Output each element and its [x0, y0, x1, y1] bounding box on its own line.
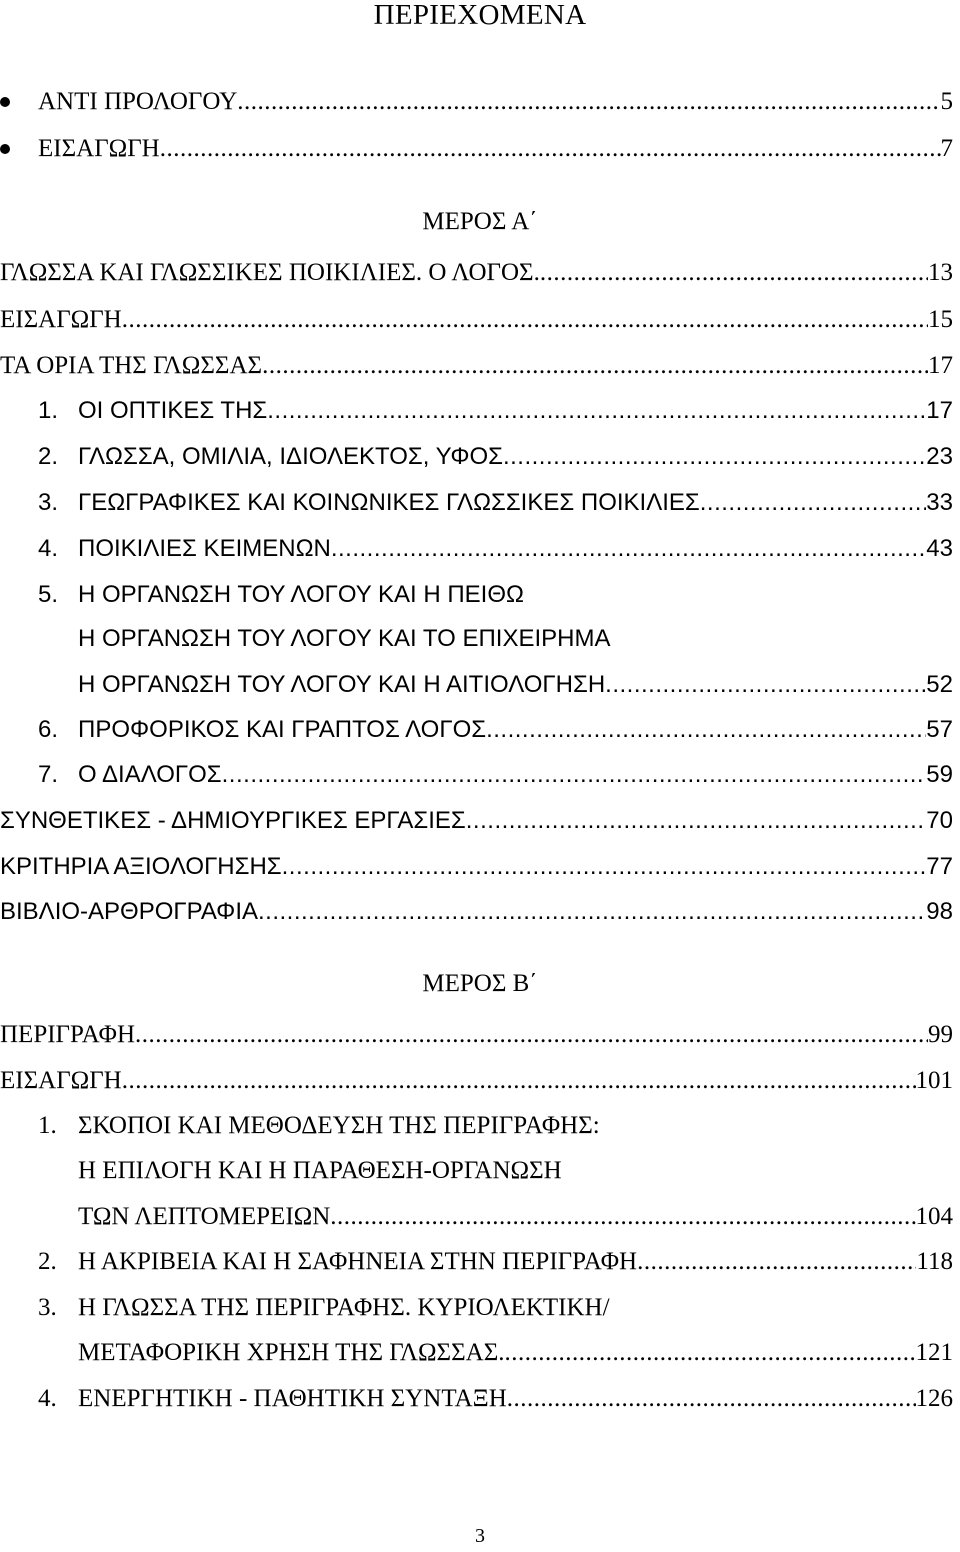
page-number: 3	[475, 1525, 485, 1547]
toc-entry-text: ΓΕΩΓΡΑΦΙΚΕΣ ΚΑΙ ΚΟΙΝΩΝΙΚΕΣ ΓΛΩΣΣΙΚΕΣ ΠΟΙΚΙΛΙΕΣ	[78, 489, 700, 516]
toc-entry-label: ΚΡΙΤΗΡΙΑ ΑΞΙΟΛΟΓΗΣΗΣ	[0, 853, 282, 880]
toc-entry-text: Η ΓΛΩΣΣΑ ΤΗΣ ΠΕΡΙΓΡΑΦΗΣ. ΚΥΡΙΟΛΕΚΤΙΚΗ/	[78, 1294, 610, 1321]
toc-entry-number: 5.	[38, 581, 59, 608]
toc-entry-introduction[interactable]	[0, 134, 953, 164]
toc-entry-label	[38, 396, 267, 426]
dot-leader	[330, 1202, 915, 1232]
toc-entry-number: 4.	[38, 535, 59, 562]
toc-entry-label	[38, 760, 222, 790]
toc-entry-number: 3.	[38, 1294, 57, 1321]
toc-page-number: 59	[926, 761, 953, 788]
dot-leader	[222, 760, 927, 790]
toc-entry-number: 1.	[38, 1112, 57, 1139]
page-title: ΠΕΡΙΕΧΟΜΕΝΑ	[373, 0, 587, 31]
toc-entry-text: ΠΡΟΦΟΡΙΚΟΣ ΚΑΙ ΓΡΑΠΤΟΣ ΛΟΓΟΣ	[78, 716, 487, 743]
toc-entry-text: Η ΟΡΓΑΝΩΣΗ ΤΟΥ ΛΟΓΟΥ ΚΑΙ Η ΑΙΤΙΟΛΟΓΗΣΗ	[78, 671, 606, 698]
toc-entry-label: ΣΥΝΘΕΤΙΚΕΣ - ΔΗΜΙΟΥΡΓΙΚΕΣ ΕΡΓΑΣΙΕΣ	[0, 807, 466, 834]
toc-entry-label	[38, 1247, 637, 1277]
toc-entry-part-a-introduction[interactable]	[0, 305, 953, 335]
toc-entry-oral-written-speech[interactable]	[38, 715, 953, 745]
toc-page-number: 70	[926, 807, 953, 834]
toc-page-number: 23	[926, 443, 953, 470]
bullet-icon	[0, 97, 10, 107]
toc-entry-label	[38, 488, 700, 518]
toc-entry-text: ΣΚΟΠΟΙ ΚΑΙ ΜΕΘΟΔΕΥΣΗ ΤΗΣ ΠΕΡΙΓΡΑΦΗΣ:	[78, 1112, 600, 1139]
toc-entry-text: ΠΟΙΚΙΛΙΕΣ ΚΕΙΜΕΝΩΝ	[78, 535, 331, 562]
toc-entry-creative-exercises[interactable]	[0, 806, 953, 836]
dot-leader	[258, 897, 926, 927]
toc-entry-label	[38, 442, 503, 472]
toc-entry-number: 6.	[38, 716, 59, 743]
toc-page-number: 15	[928, 306, 953, 333]
toc-page-number: 5	[940, 88, 953, 115]
dot-leader	[540, 258, 928, 288]
toc-entry-first-line	[38, 580, 953, 610]
toc-entry-text: ΜΕΤΑΦΟΡΙΚΗ ΧΡΗΣΗ ΤΗΣ ΓΛΩΣΣΑΣ.	[78, 1339, 505, 1366]
toc-page-number: 52	[926, 671, 953, 698]
toc-entry-active-passive[interactable]	[38, 1384, 953, 1414]
dot-leader	[135, 1020, 928, 1050]
dot-leader	[505, 1338, 916, 1368]
dot-leader	[160, 134, 941, 164]
toc-entry-description[interactable]	[0, 1020, 953, 1050]
toc-entry-optics[interactable]	[38, 396, 953, 426]
toc-entry-text: Η ΟΡΓΑΝΩΣΗ ΤΟΥ ΛΟΓΟΥ ΚΑΙ Η ΠΕΙΘΩ	[78, 581, 524, 608]
dot-leader	[262, 351, 928, 381]
dot-leader	[466, 806, 927, 836]
toc-entry-part-b-introduction[interactable]	[0, 1066, 953, 1096]
toc-page-number: 99	[928, 1021, 953, 1048]
dot-leader	[503, 442, 926, 472]
dot-leader	[122, 305, 928, 335]
toc-entry-label: ΒΙΒΛΙΟ-ΑΡΘΡΟΓΡΑΦΙΑ	[0, 898, 258, 925]
toc-entry-first-line	[38, 1293, 953, 1323]
toc-entry-label	[38, 715, 486, 745]
dot-leader	[486, 715, 926, 745]
toc-entry-text: ΓΛΩΣΣΑ, ΟΜΙΛΙΑ, ΙΔΙΟΛΕΚΤΟΣ, ΥΦΟΣ	[78, 443, 503, 470]
toc-page-number: 121	[915, 1339, 953, 1366]
toc-entry-preface[interactable]	[0, 87, 953, 117]
toc-entry-final-line	[78, 1202, 953, 1232]
toc-entry-text: Ο ΔΙΑΛΟΓΟΣ	[78, 761, 222, 788]
dot-leader	[267, 396, 926, 426]
toc-entry-label: ΓΛΩΣΣΑ ΚΑΙ ΓΛΩΣΣΙΚΕΣ ΠΟΙΚΙΛΙΕΣ. Ο ΛΟΓΟΣ.	[0, 259, 540, 286]
dot-leader	[605, 670, 926, 700]
toc-entry-language-limits[interactable]	[0, 351, 953, 381]
toc-page-number: 98	[926, 898, 953, 925]
bullet-icon	[0, 144, 10, 154]
dot-leader	[237, 87, 940, 117]
toc-entry-accuracy-clarity[interactable]	[38, 1247, 953, 1277]
toc-entry-dialogue[interactable]	[38, 760, 953, 790]
toc-page-number: 33	[926, 489, 953, 516]
dot-leader	[282, 852, 927, 882]
toc-entry-text: ΟΙ ΟΠΤΙΚΕΣ ΤΗΣ	[78, 397, 268, 424]
part-b-heading: ΜΕΡΟΣ Β΄	[422, 970, 538, 997]
dot-leader	[331, 534, 926, 564]
toc-entry-label	[38, 1384, 507, 1414]
toc-page-number: 101	[915, 1067, 953, 1094]
toc-entry-first-line	[38, 1111, 953, 1141]
toc-entry-language-varieties[interactable]	[0, 258, 953, 288]
toc-entry-second-line: Η ΕΠΙΛΟΓΗ ΚΑΙ Η ΠΑΡΑΘΕΣΗ-ΟΡΓΑΝΩΣΗ	[78, 1157, 562, 1184]
dot-leader	[700, 488, 927, 518]
toc-entry-number: 3.	[38, 489, 59, 516]
toc-page-number: 13	[928, 259, 953, 286]
toc-entry-text: Η ΑΚΡΙΒΕΙΑ ΚΑΙ Η ΣΑΦΗΝΕΙΑ ΣΤΗΝ ΠΕΡΙΓΡΑΦΗ	[78, 1248, 638, 1275]
toc-page-number: 17	[926, 397, 953, 424]
dot-leader	[507, 1384, 916, 1414]
toc-page-number: 17	[928, 352, 953, 379]
toc-entry-language-style[interactable]	[38, 442, 953, 472]
toc-entry-text: ΕΝΕΡΓΗΤΙΚΗ - ΠΑΘΗΤΙΚΗ ΣΥΝΤΑΞΗ	[78, 1385, 507, 1412]
toc-page-number: 77	[926, 853, 953, 880]
toc-entry-label: ΑΝΤΙ ΠΡΟΛΟΓΟΥ	[38, 88, 238, 115]
toc-entry-assessment-criteria[interactable]	[0, 852, 953, 882]
toc-entry-text-varieties[interactable]	[38, 534, 953, 564]
toc-entry-label: ΠΕΡΙΓΡΑΦΗ	[0, 1021, 135, 1048]
toc-entry-final-line	[78, 1338, 953, 1368]
toc-entry-text: ΤΩΝ ΛΕΠΤΟΜΕΡΕΙΩΝ	[78, 1203, 331, 1230]
part-a-heading: ΜΕΡΟΣ Α΄	[422, 208, 538, 235]
toc-entry-number: 7.	[38, 761, 59, 788]
toc-entry-second-line: Η ΟΡΓΑΝΩΣΗ ΤΟΥ ΛΟΓΟΥ ΚΑΙ ΤΟ ΕΠΙΧΕΙΡΗΜΑ	[78, 625, 611, 652]
toc-entry-label	[38, 534, 331, 564]
toc-entry-bibliography[interactable]	[0, 897, 953, 927]
toc-entry-final-line	[78, 670, 953, 700]
dot-leader	[122, 1066, 916, 1096]
toc-entry-number: 4.	[38, 1385, 57, 1412]
dot-leader	[637, 1247, 916, 1277]
toc-entry-social-varieties[interactable]	[38, 488, 953, 518]
toc-entry-number: 2.	[38, 443, 59, 470]
toc-entry-label: ΕΙΣΑΓΩΓΗ	[0, 306, 122, 333]
toc-page-number: 104	[915, 1203, 953, 1230]
toc-entry-label: ΤΑ ΟΡΙΑ ΤΗΣ ΓΛΩΣΣΑΣ	[0, 352, 263, 379]
toc-entry-number: 1.	[38, 397, 59, 424]
toc-entry-number: 2.	[38, 1248, 57, 1275]
toc-page-number: 118	[916, 1248, 953, 1275]
toc-page-number: 57	[926, 716, 953, 743]
toc-page-number: 126	[915, 1385, 953, 1412]
toc-entry-label: ΕΙΣΑΓΩΓΗ	[38, 135, 160, 162]
toc-entry-label: ΕΙΣΑΓΩΓΗ	[0, 1067, 122, 1094]
toc-page-number: 43	[926, 535, 953, 562]
toc-page-number: 7	[940, 135, 953, 162]
